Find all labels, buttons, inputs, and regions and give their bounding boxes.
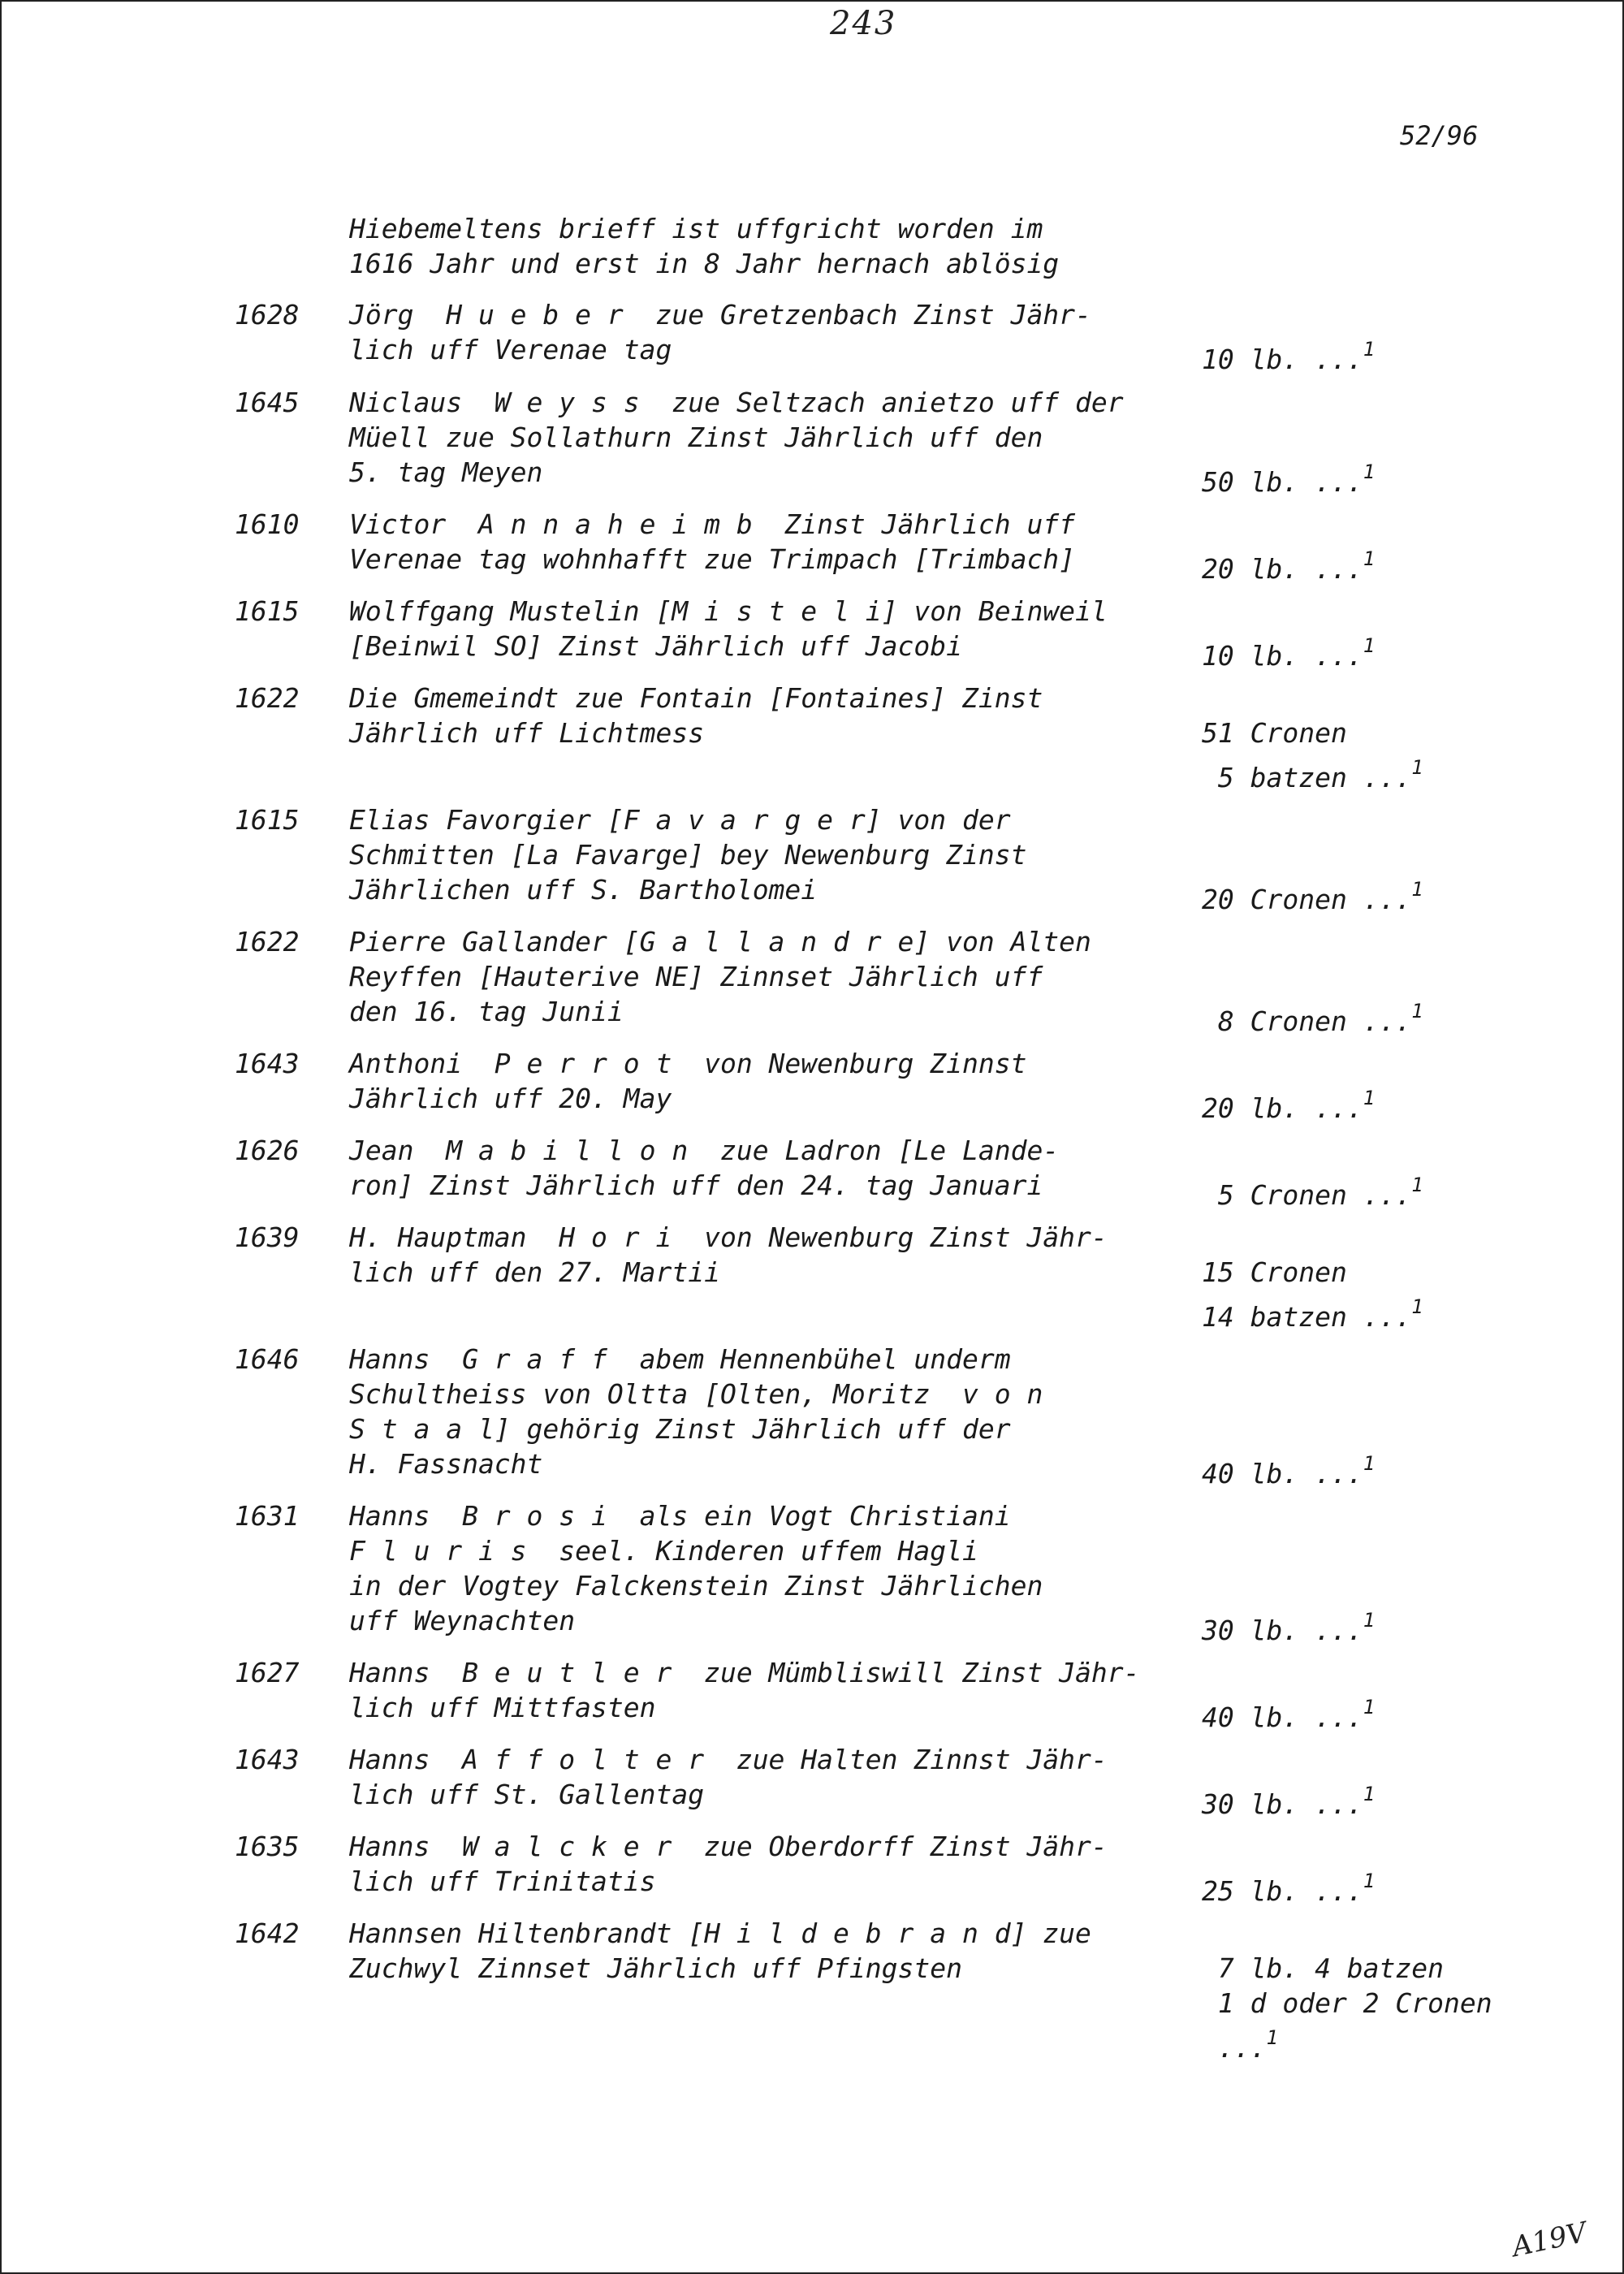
entry-text: Hanns G r a f f abem Hennenbühel underm Schultheiss von Oltta [Olten, Moritz v o n S t a a l] gehörig Zinst Jährlich uff der H. Fassnacht	[349, 1343, 1043, 1480]
entry-text: Hanns B r o s i als ein Vogt Christiani F l u r i s seel. Kinderen uffem Hagli in der Vogtey Falckenstein Zinst Jährlichen uff Weynachten	[349, 1500, 1043, 1636]
entry-text: Pierre Gallander [G a l l a n d r e] von Alten Reyffen [Hauterive NE] Zinnset Jährlich uff den 16. tag Junii	[349, 926, 1091, 1027]
entry-year: 1631	[235, 1500, 300, 1532]
footnote-marker: 1	[1363, 1870, 1376, 1892]
entry-year: 1643	[235, 1048, 300, 1079]
entry-year: 1635	[235, 1831, 300, 1862]
entry-text: Jörg H u e b e r zue Gretzenbach Zinst Jähr- lich uff Verenae tag	[349, 299, 1091, 365]
footnote-marker: 1	[1363, 634, 1376, 657]
entry-amount: 40 lb. ...$^1$	[1202, 1452, 1376, 1489]
entry-year: 1639	[235, 1221, 300, 1253]
entry-year: 1645	[235, 387, 300, 418]
entry-year: 1626	[235, 1135, 300, 1166]
entry-year: 1628	[235, 299, 300, 331]
footnote-marker: 1	[1363, 1087, 1376, 1109]
footnote-marker: 1	[1411, 1000, 1423, 1022]
entry-amount: 25 lb. ...$^1$	[1202, 1870, 1376, 1907]
entry-year: 1646	[235, 1343, 300, 1375]
footnote-marker: 1	[1411, 878, 1423, 901]
footnote-marker: 1	[1363, 1696, 1376, 1718]
entry-text: Hannsen Hiltenbrandt [H i l d e b r a n d] zue Zuchwyl Zinnset Jährlich uff Pfingsten	[349, 1917, 1091, 1984]
entry-amount: 10 lb. ...$^1$	[1202, 338, 1376, 375]
footnote-marker: 1	[1363, 338, 1376, 361]
entry-year: 1643	[235, 1744, 300, 1775]
entry-year: 1615	[235, 595, 300, 627]
footnote-marker: 1	[1363, 460, 1376, 483]
entry-amount: 15 Cronen 14 batzen ...$^1$	[1202, 1256, 1423, 1333]
entry-text: Jean M a b i l l o n zue Ladron [Le Lande- ron] Zinst Jährlich uff den 24. tag Januari	[349, 1135, 1060, 1201]
entry-year: 1627	[235, 1657, 300, 1688]
entry-text: Die Gmemeindt zue Fontain [Fontaines] Zinst Jährlich uff Lichtmess	[349, 682, 1043, 749]
entry-amount: 20 lb. ...$^1$	[1202, 1087, 1376, 1124]
entry-year: 1615	[235, 804, 300, 836]
footnote-marker: 1	[1363, 547, 1376, 570]
footnote-marker: 1	[1363, 1609, 1376, 1632]
entry-amount: 8 Cronen ...$^1$	[1202, 1000, 1423, 1037]
entry-year: 1622	[235, 682, 300, 714]
entry-amount: 40 lb. ...$^1$	[1202, 1696, 1376, 1733]
entry-amount: 20 Cronen ...$^1$	[1202, 878, 1423, 915]
entry-amount: 30 lb. ...$^1$	[1202, 1609, 1376, 1646]
footnote-marker: 1	[1411, 1174, 1423, 1196]
entry-text: Wolffgang Mustelin [M i s t e l i] von Beinweil [Beinwil SO] Zinst Jährlich uff Jacobi	[349, 595, 1108, 662]
footnote-marker: 1	[1411, 1295, 1423, 1318]
entry-year: 1642	[235, 1917, 300, 1949]
footnote-marker: 1	[1363, 1783, 1376, 1805]
entry-amount: 50 lb. ...$^1$	[1202, 460, 1376, 498]
intro-text: Hiebemeltens brieff ist uffgricht worden im 1616 Jahr und erst in 8 Jahr hernach ablösig	[349, 213, 1060, 279]
entry-text: Hanns B e u t l e r zue Mümbliswill Zinst Jähr- lich uff Mittfasten	[349, 1657, 1140, 1723]
footnote-marker: 1	[1266, 2026, 1278, 2049]
entry-text: Niclaus W e y s s zue Seltzach anietzo uff der Müell zue Sollathurn Zinst Jährlich uff den 5. tag Meyen	[349, 387, 1124, 488]
entry-text: Victor A n n a h e i m b Zinst Jährlich uff Verenae tag wohnhafft zue Trimpach [Trimbach]	[349, 508, 1076, 575]
entry-year: 1610	[235, 508, 300, 540]
entry-text: Hanns A f f o l t e r zue Halten Zinnst Jähr- lich uff St. Gallentag	[349, 1744, 1108, 1810]
entry-text: Anthoni P e r r o t von Newenburg Zinnst Jährlich uff 20. May	[349, 1048, 1027, 1114]
entry-amount: 5 Cronen ...$^1$	[1202, 1174, 1423, 1211]
entry-text: Hanns W a l c k e r zue Oberdorff Zinst Jähr- lich uff Trinitatis	[349, 1831, 1108, 1897]
footnote-marker: 1	[1363, 1452, 1376, 1475]
page-reference: 52/96	[1400, 120, 1479, 151]
entry-amount: 20 lb. ...$^1$	[1202, 547, 1376, 585]
handwritten-signature: A19V	[1509, 2216, 1590, 2264]
entry-amount: 7 lb. 4 batzen 1 d oder 2 Cronen ...$^1$	[1217, 1952, 1492, 2064]
footnote-marker: 1	[1411, 756, 1423, 779]
entry-amount: 10 lb. ...$^1$	[1202, 634, 1376, 672]
handwritten-page-number: 243	[830, 5, 897, 42]
entry-amount: 51 Cronen 5 batzen ...$^1$	[1202, 717, 1423, 793]
entry-text: Elias Favorgier [F a v a r g e r] von der Schmitten [La Favarge] bey Newenburg Zinst Jährlichen uff S. Bartholomei	[349, 804, 1027, 906]
entry-amount: 30 lb. ...$^1$	[1202, 1783, 1376, 1820]
entry-year: 1622	[235, 926, 300, 958]
entry-text: H. Hauptman H o r i von Newenburg Zinst Jähr- lich uff den 27. Martii	[349, 1221, 1108, 1288]
